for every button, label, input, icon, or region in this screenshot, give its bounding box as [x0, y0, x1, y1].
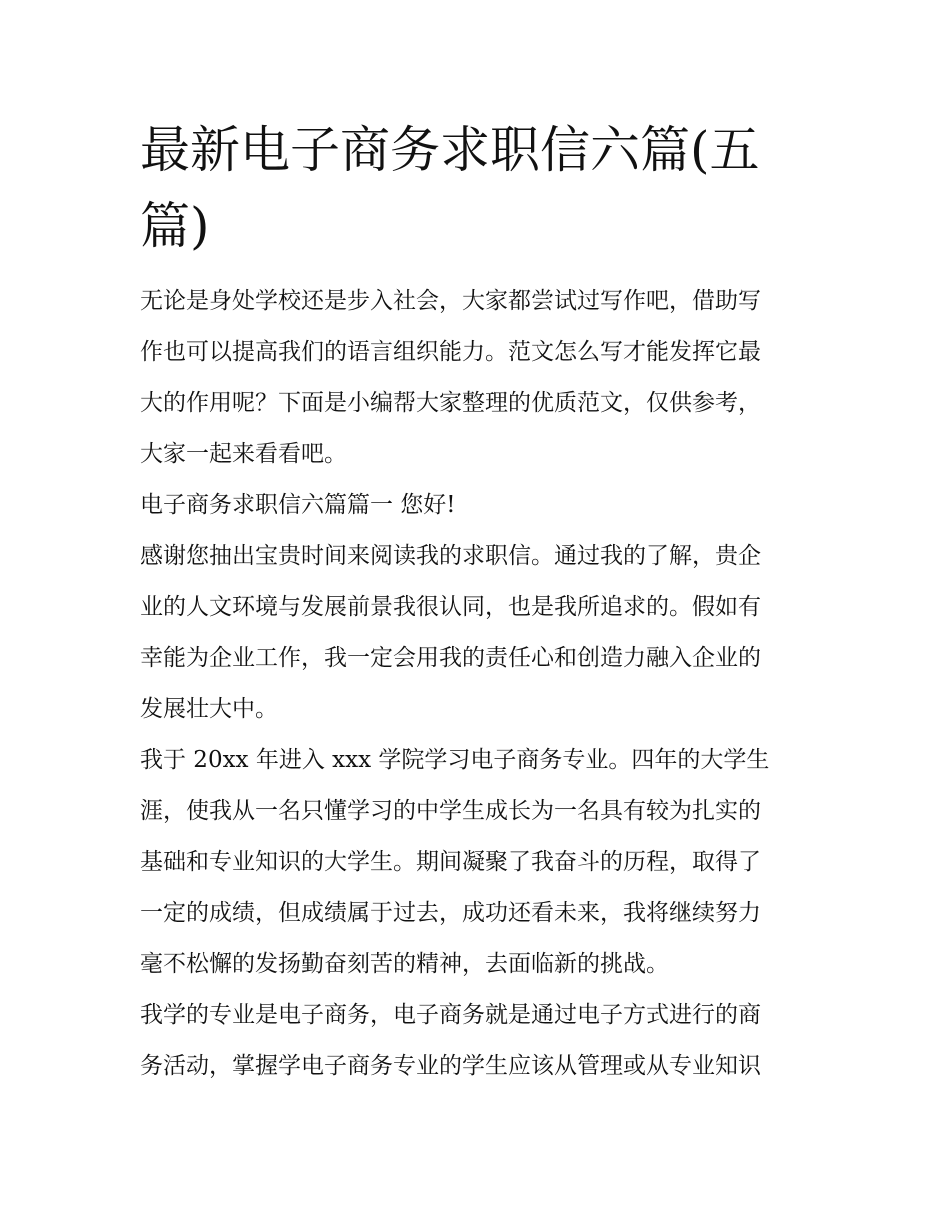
body-line: 大家一起来看看吧。	[140, 441, 347, 467]
body-line: 幸能为企业工作，我一定会用我的责任心和创造力融入企业的	[140, 645, 761, 671]
body-line: 毫不松懈的发扬勤奋刻苦的精神，去面临新的挑战。	[140, 951, 669, 977]
body-line: 业的人文环境与发展前景我很认同，也是我所追求的。假如有	[140, 594, 761, 620]
body-line: 务活动，掌握学电子商务专业的学生应该从管理或从专业知识	[140, 1053, 761, 1079]
body-line: 一定的成绩，但成绩属于过去，成功还看未来，我将继续努力	[140, 900, 761, 926]
title-line-1: 最新电子商务求职信六篇(五	[140, 121, 760, 179]
body-line: 发展壮大中。	[140, 696, 278, 722]
body-line: 我学的专业是电子商务，电子商务就是通过电子方式进行的商	[140, 1002, 761, 1028]
body-line: 基础和专业知识的大学生。期间凝聚了我奋斗的历程，取得了	[140, 849, 761, 875]
body-line: 我于 20xx 年进入 xxx 学院学习电子商务专业。四年的大学生	[140, 747, 770, 773]
document-title	[140, 112, 820, 264]
body-line: 无论是身处学校还是步入社会，大家都尝试过写作吧，借助写	[140, 288, 761, 314]
document-body	[140, 276, 830, 1092]
body-line: 大的作用呢？下面是小编帮大家整理的优质范文，仅供参考，	[140, 390, 761, 416]
body-line: 作也可以提高我们的语言组织能力。范文怎么写才能发挥它最	[140, 339, 761, 365]
title-line-2: 篇)	[140, 197, 210, 255]
section-heading-line: 电子商务求职信六篇篇一 您好!	[140, 492, 456, 518]
body-line: 感谢您抽出宝贵时间来阅读我的求职信。通过我的了解，贵企	[140, 543, 761, 569]
body-line: 涯，使我从一名只懂学习的中学生成长为一名具有较为扎实的	[140, 798, 761, 824]
